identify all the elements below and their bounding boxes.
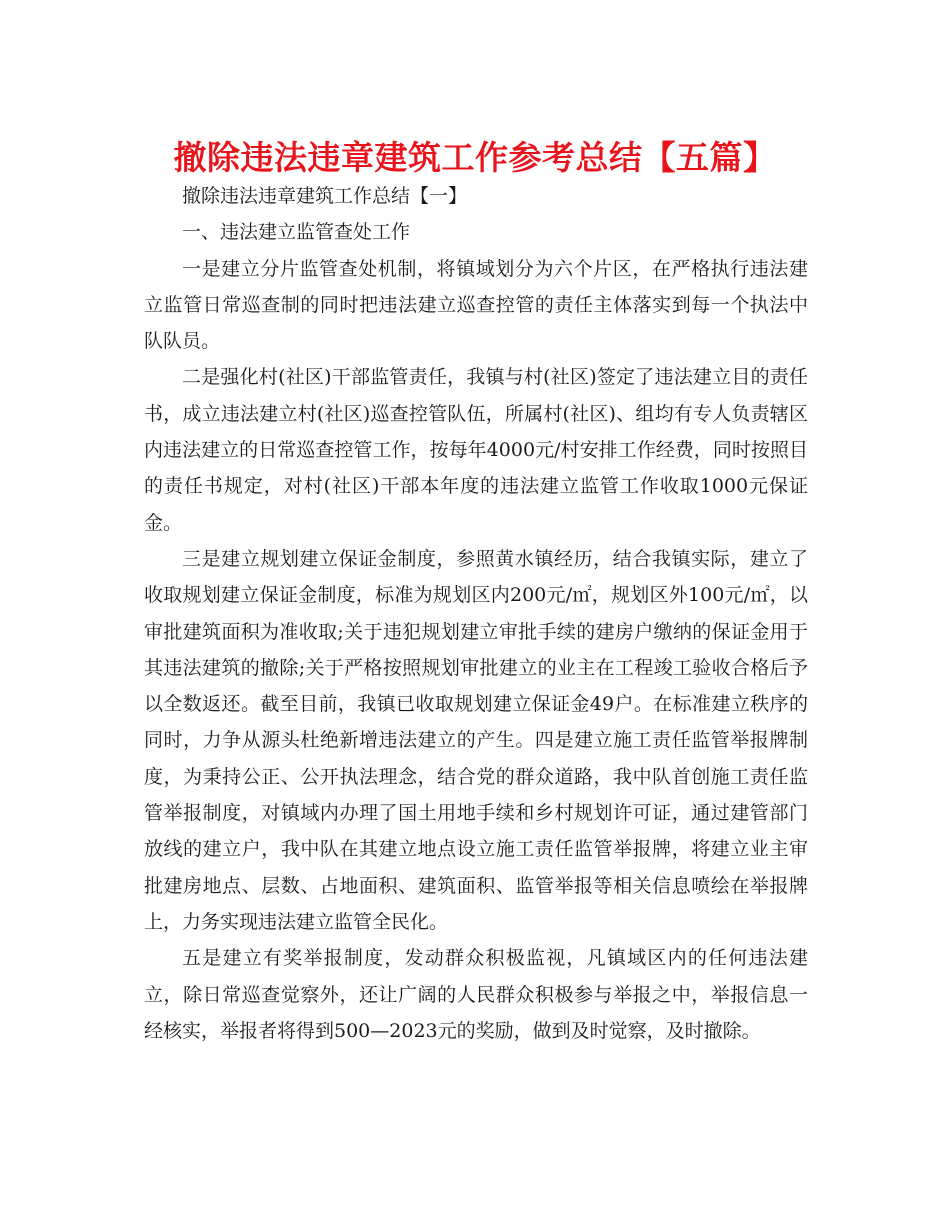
document-title: 撤除违法违章建筑工作参考总结【五篇】 — [173, 138, 777, 177]
body-paragraph: 五是建立有奖举报制度，发动群众积极监视，凡镇域区内的任何违法建立，除日常巡查觉察外，还让广阔的人民群众积极参与举报之中，举报信息一经核实，举报者将得到500—2023元的奖励，做到及时觉察，及时撤除。 — [144, 947, 808, 1042]
body-paragraph: 三是建立规划建立保证金制度，参照黄水镇经历，结合我镇实际，建立了收取规划建立保证金制度，标准为规划区内200元/㎡，规划区外100元/㎡，以审批建筑面积为准收取;关于违犯规划建立审批手续的建房户缴纳的保证金用于其违法建筑的撤除;关于严格按照规划审批建立的业主在工程竣工验收合格后予以全数返还。截至目前，我镇已收取规划建立保证金49户。在标准建立秩序的同时，力争从源头杜绝新增违法建立的产生。四是建立施工责任监管举报牌制度，为秉持公正、公开执法理念，结合党的群众道路，我中队首创施工责任监管举报制度，对镇域内办理了国土用地手续和乡村规划许可证，通过建管部门放线的建立户，我中队在其建立地点设立施工责任监管举报牌，将建立业主审批建房地点、层数、占地面积、建筑面积、监管举报等相关信息喷绘在举报牌上，力务实现违法建立监管全民化。 — [144, 547, 808, 933]
section-heading: 撤除违法违章建筑工作总结【一】 — [182, 185, 468, 207]
body-paragraph: 一是建立分片监管查处机制，将镇域划分为六个片区，在严格执行违法建立监管日常巡查制的同时把违法建立巡查控管的责任主体落实到每一个执法中队队员。 — [144, 257, 808, 353]
body-paragraph: 二是强化村(社区)干部监管责任，我镇与村(社区)签定了违法建立目的责任书，成立违法建立村(社区)巡查控管队伍，所属村(社区)、组均有专人负责辖区内违法建立的日常巡查控管工作，按每年4000元/村安排工作经费，同时按照目的责任书规定，对村(社区)干部本年度的违法建立监管工作收取1000元保证金。 — [144, 366, 808, 534]
subsection-heading: 一、违法建立监管查处工作 — [182, 221, 411, 244]
document-body — [144, 178, 808, 1049]
